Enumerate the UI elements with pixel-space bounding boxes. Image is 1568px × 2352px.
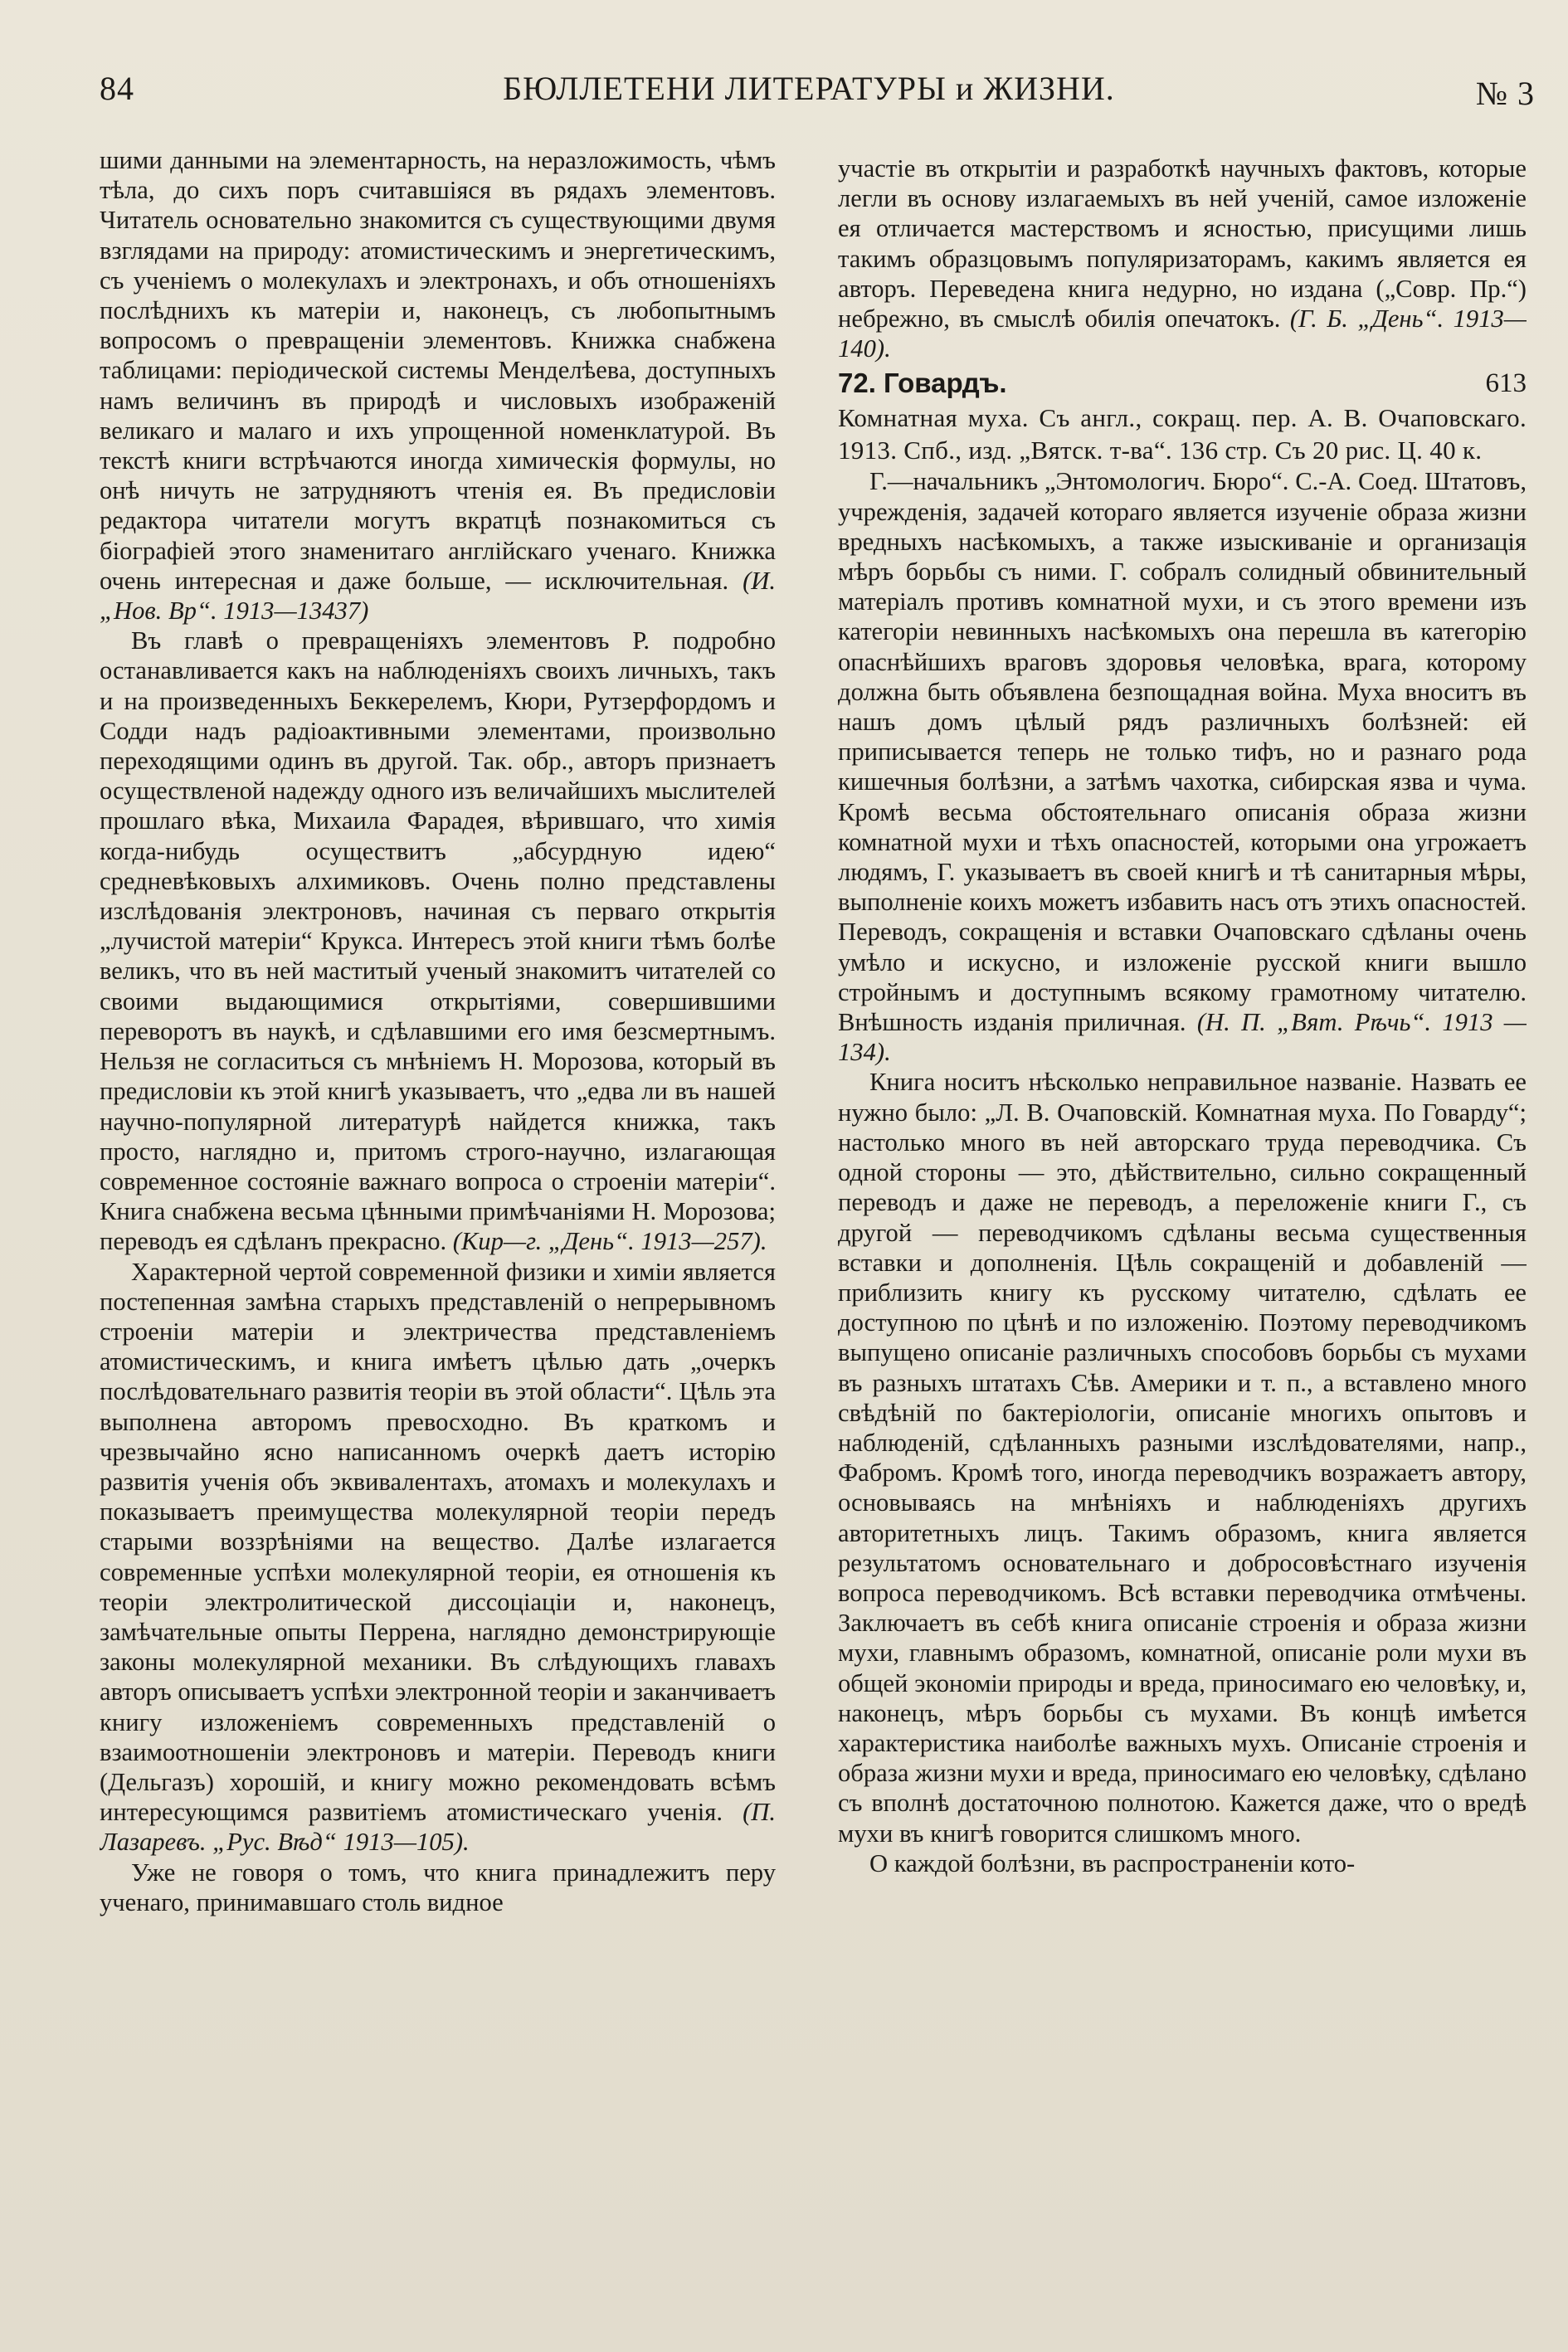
citation: (Г. Б. „День“. 1913—140). <box>838 304 1527 363</box>
paragraph-text: Въ главѣ о превращеніяхъ элементовъ Р. подробно останавливается какъ на наблюденіяхъ своихъ личныхъ, такъ и на произведенныхъ Беккерелемъ, Кюри, Рутзерфордомъ и Содди надъ радіоактивными элементами, произвольно переходящими одинъ въ другой. Так. обр., авторъ признаетъ осуществленой надежду одного изъ величайшихъ мыслителей прошлаго вѣка, Михаила Фарадея, вѣрившаго, что химія когда-нибудь осуществитъ „абсурдную идею“ средневѣковыхъ алхимиковъ. Очень полно представлены изслѣдованія электроновъ, начиная съ перваго открытія „лучистой матеріи“ Крукса. Интересъ этой книги тѣмъ болѣе великъ, что въ ней маститый ученый знакомитъ читателей со своими выдающимися открытіями, совершившими переворотъ въ наукѣ, и сдѣлавшими его имя безсмертнымъ. Нельзя не согласиться съ мнѣніемъ Н. Морозова, который въ предисловіи къ этой книгѣ указываетъ, что „едва ли въ нашей научно-популярной литературѣ найдется книжка, такъ просто, наглядно и, притомъ строго-научно, излагающая современное состояніе важнаго вопроса о строеніи матеріи“. Книга снабжена весьма цѣнными примѣчаніями Н. Морозова; переводъ ея сдѣланъ прекрасно. <box>100 626 776 1256</box>
citation: (Кир—г. „День“. 1913—257). <box>452 1227 767 1256</box>
running-head <box>83 62 1535 112</box>
issue-number: № 3 <box>1475 75 1535 112</box>
citation: (П. Лазаревъ. „Рус. Вѣд“ 1913—105). <box>100 1798 776 1857</box>
bibliographic-entry: Комнатная муха. Съ англ., сокращ. пер. А. В. Очаповскаго. 1913. Спб., изд. „Вятск. т-ва“. 136 стр. Съ 20 рис. Ц. 40 к. <box>838 403 1527 465</box>
paragraph <box>100 145 776 626</box>
paragraph: О каждой болѣзни, въ распространеніи кото- <box>869 1848 1356 1877</box>
citation: (Н. П. „Вят. Рѣчь“. 1913 — 134). <box>838 1008 1527 1067</box>
paragraph: Уже не говоря о томъ, что книга принадлежитъ перу ученаго, принимавшаго столь видное <box>100 1858 776 1916</box>
paragraph-text: Г.—начальникъ „Энтомологич. Бюро“. С.-А. Соед. Штатовъ, учрежденія, задачей котораго является изученіе образа жизни вредныхъ насѣкомыхъ, а также изыскиваніе и организація мѣръ борьбы съ ними. Г. собралъ солидный обвинительный матеріалъ противъ комнатной мухи, и съ этого времени изъ категоріи невинныхъ насѣкомыхъ она перешла въ категорію опаснѣйшихъ враговъ здоровья человѣка, врага, которому должна быть объявлена безпощадная война. Муха вноситъ въ нашъ домъ цѣлый рядъ различныхъ болѣзней: ей приписывается теперь не только тифъ, но и разнаго рода кишечныя болѣзни, а затѣмъ чахотка, сибирская язва и чума. Кромѣ весьма обстоятельнаго описанія образа жизни комнатной мухи и тѣхъ опасностей, которыми она угрожаетъ людямъ, Г. указываетъ въ своей книгѣ и тѣ санитарныя мѣры, выполненіе коихъ можетъ избавить насъ отъ этихъ опасностей. Переводъ, сокращенія и вставки Очаповскаго сдѣланы очень умѣло и искусно, и изложеніе русской книги вышло стройнымъ и доступнымъ всякому грамотному читателю. Внѣшность изданія приличная. <box>838 467 1527 1037</box>
entry-number: 613 <box>1485 368 1527 399</box>
paragraph-text: шими данными на элементарность, на неразложимость, чѣмъ тѣла, до сихъ поръ считавшіяся въ рядахъ элементовъ. Читатель основательно знакомится съ существующими двумя взглядами на природу: атомистическимъ и энергетическимъ, съ ученіемъ о молекулахъ и электронахъ, и объ отношеніяхъ послѣднихъ къ матеріи и, наконецъ, съ любопытнымъ вопросомъ о превращеніи элементовъ. Книжка снабжена таблицами: періодической системы Менделѣева, доступныхъ намъ величинъ въ природѣ и числовыхъ изображеній великаго и малаго и ихъ упрощенной номенклатурой. Въ текстѣ книги встрѣчаются иногда химическія формулы, но онѣ ничуть не затрудняютъ чтенія ея. Въ предисловіи редактора читатели могутъ вкратцѣ познакомиться съ біографіей этого знаменитаго англійскаго ученаго. Книжка очень интересная и даже больше, — исключительная. <box>100 146 776 595</box>
paragraph <box>100 626 776 1256</box>
entry-title: 72. Говардъ. <box>838 368 1007 399</box>
citation: (И. „Нов. Вр“. 1913—13437) <box>100 566 776 626</box>
paragraph <box>838 153 1527 363</box>
paragraph <box>100 1257 776 1858</box>
paragraph: Книга носитъ нѣсколько неправильное названіе. Назвать ее нужно было: „Л. В. Очаповскій. Комнатная муха. По Говарду“; настолько много въ ней авторскаго труда переводчика. Съ одной стороны — это, дѣйствительно, сильно сокращенный переводъ и даже не переводъ, а переложеніе книги Г., съ другой — переводчикомъ сдѣланы весьма существенныя вставки и дополненія. Цѣль сокращеній и добавленій — приблизить книгу къ русскому читателю, сдѣлать ее доступною по цѣнѣ и по изложенію. Поэтому переводчикомъ выпущено описаніе различныхъ способовъ борьбы съ мухами въ разныхъ штатахъ Сѣв. Америки и т. п., а вставлено много свѣдѣній по бактеріологіи, описаніе многихъ опытовъ и наблюденій, сдѣланныхъ разными изслѣдователями, напр., Фабромъ. Кромѣ того, иногда переводчикъ возражаетъ автору, основываясь на мнѣніяхъ и наблюденіяхъ другихъ авторитетныхъ лицъ. Такимъ образомъ, книга является результатомъ основательнаго и добросовѣстнаго изученія вопроса переводчикомъ. Всѣ вставки переводчика отмѣчены. Заключаетъ въ себѣ книга описаніе строенія и образа жизни мухи, главнымъ образомъ, комнатной, описаніе роли мухи въ общей экономіи природы и вреда, приносимаго ею человѣку, и, наконецъ, мѣръ борьбы съ мухами. Въ концѣ имѣется характеристика наиболѣе важныхъ мухъ. Описаніе строенія и образа жизни мухи и вреда, приносимаго ею человѣку, сдѣлано съ вполнѣ достаточною полнотою. Кажется даже, что о вредѣ мухи въ книгѣ говорится слишкомъ много. <box>838 1068 1527 1848</box>
right-column <box>838 153 1527 2344</box>
journal-title: БЮЛЛЕТЕНИ ЛИТЕРАТУРЫ и ЖИЗНИ. <box>503 70 1115 107</box>
page-number: 84 <box>100 70 134 107</box>
paragraph-text: участіе въ открытіи и разработкѣ научныхъ фактовъ, которые легли въ основу излагаемыхъ въ ней ученій, самое изложеніе ея отличается мастерствомъ и ясностью, присущими лишь такимъ образцовымъ популяризаторамъ, какимъ является ея авторъ. Переведена книга недурно, но издана („Совр. Пр.“) небрежно, въ смыслѣ обилія опечатокъ. <box>838 154 1527 334</box>
paragraph-text: Характерной чертой современной физики и химіи является постепенная замѣна старыхъ представленій о непрерывномъ строеніи матеріи и электричества представленіемъ атомистическимъ, и книга имѣетъ цѣлью дать „очеркъ послѣдовательнаго развитія теоріи въ этой области“. Цѣль эта выполнена авторомъ превосходно. Въ краткомъ и чрезвычайно ясно написанномъ очеркѣ даетъ исторію развитія ученія объ эквивалентахъ, атомахъ и молекулахъ и показываетъ преимущества молекулярной теоріи передъ старыми воззрѣніями на вещество. Далѣе излагается современные успѣхи молекулярной теоріи, ея отношенія къ теоріи электролитической диссоціаціи и, наконецъ, замѣчательные опыты Перрена, наглядно демонстрирующіе законы молекулярной механики. Въ слѣдующихъ главахъ авторъ описываетъ успѣхи электронной теоріи и заканчиваетъ книгу изложеніемъ современныхъ представленій о взаимоотношеніи электроновъ и матеріи. Переводъ книги (Дельгазъ) хорошій, и книгу можно рекомендовать всѣмъ интересующимся развитіемъ атомистическаго ученія. <box>100 1257 776 1827</box>
paragraph <box>838 466 1527 1067</box>
entry-heading <box>838 365 1527 402</box>
left-column <box>100 145 776 2335</box>
